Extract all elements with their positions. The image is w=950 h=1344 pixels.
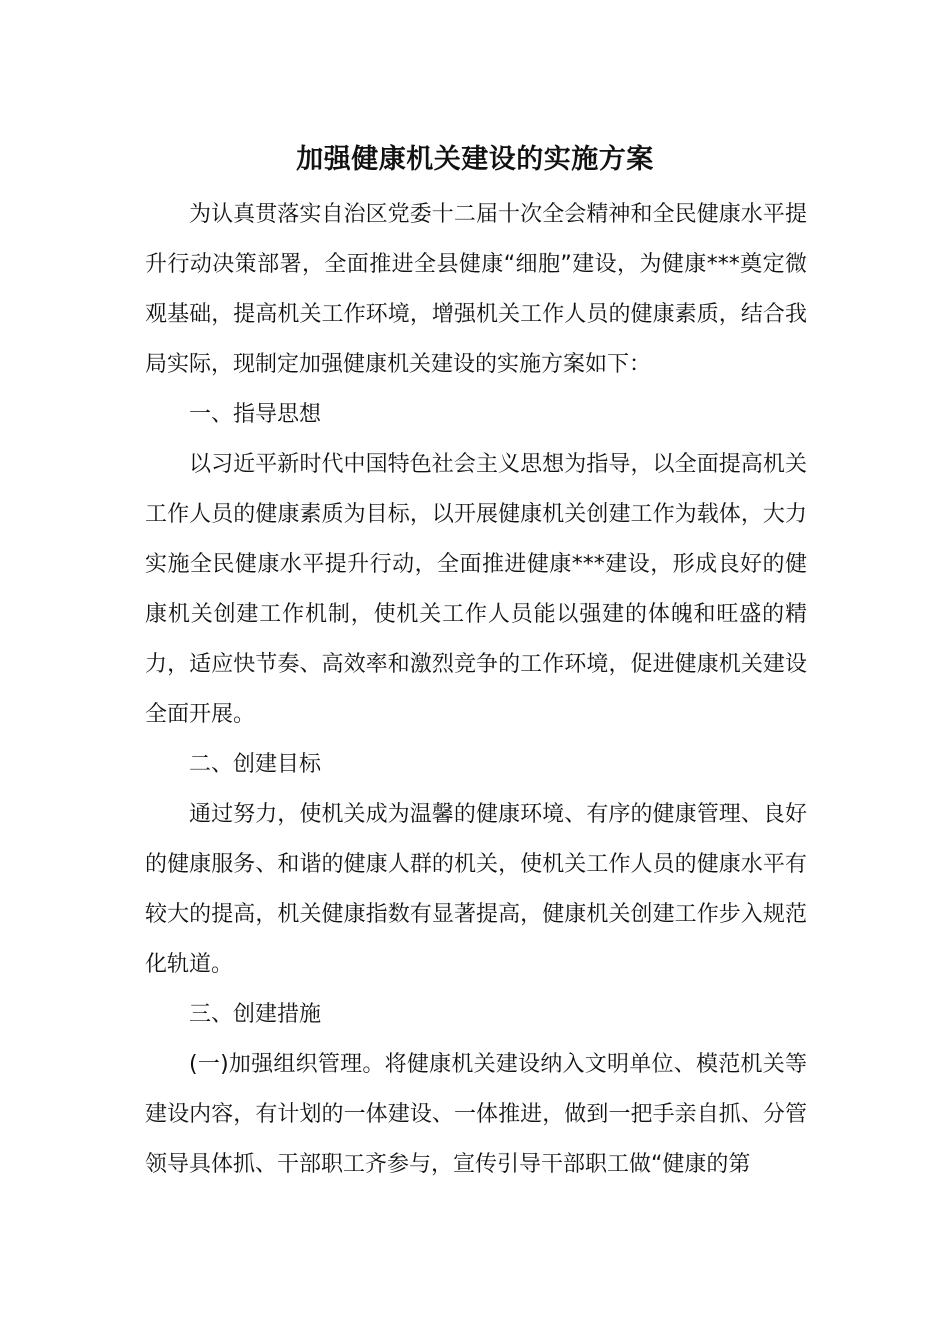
guiding-ideology-paragraph: 以习近平新时代中国特色社会主义思想为指导，以全面提高机关工作人员的健康素质为目标，以开展健康机关创建工作为载体，大力实施全民健康水平提升行动，全面推进健康***建设，形成良好的健康机关创建工作机制，使机关工作人员能以强建的体魄和旺盛的精力，适应快节奏、高效率和激烈竞争的工作环境，促进健康机关建设全面开展。 (145, 452, 807, 727)
goals-paragraph: 通过努力，使机关成为温馨的健康环境、有序的健康管理、良好的健康服务、和谐的健康人群的机关，使机关工作人员的健康水平有较大的提高，机关健康指数有显著提高，健康机关创建工作步入规范化轨道。 (145, 802, 807, 977)
intro-paragraph: 为认真贯落实自治区党委十二届十次全会精神和全民健康水平提升行动决策部署，全面推进全县健康“细胞”建设，为健康***奠定微观基础，提高机关工作环境，增强机关工作人员的健康素质，结合我局实际，现制定加强健康机关建设的实施方案如下： (145, 202, 807, 377)
section-heading-goals: 二、创建目标 (189, 752, 322, 777)
section-heading-measures: 三、创建措施 (189, 1002, 322, 1027)
measures-paragraph: (一)加强组织管理。将健康机关建设纳入文明单位、模范机关等建设内容，有计划的一体建设、一体推进，做到一把手亲自抓、分管领导具体抓、干部职工齐参与，宣传引导干部职工做“健康的第 (145, 1052, 807, 1177)
document-body (145, 190, 807, 1190)
document-title: 加强健康机关建设的实施方案 (296, 144, 654, 175)
section-heading-guiding-ideology: 一、指导思想 (189, 402, 322, 427)
